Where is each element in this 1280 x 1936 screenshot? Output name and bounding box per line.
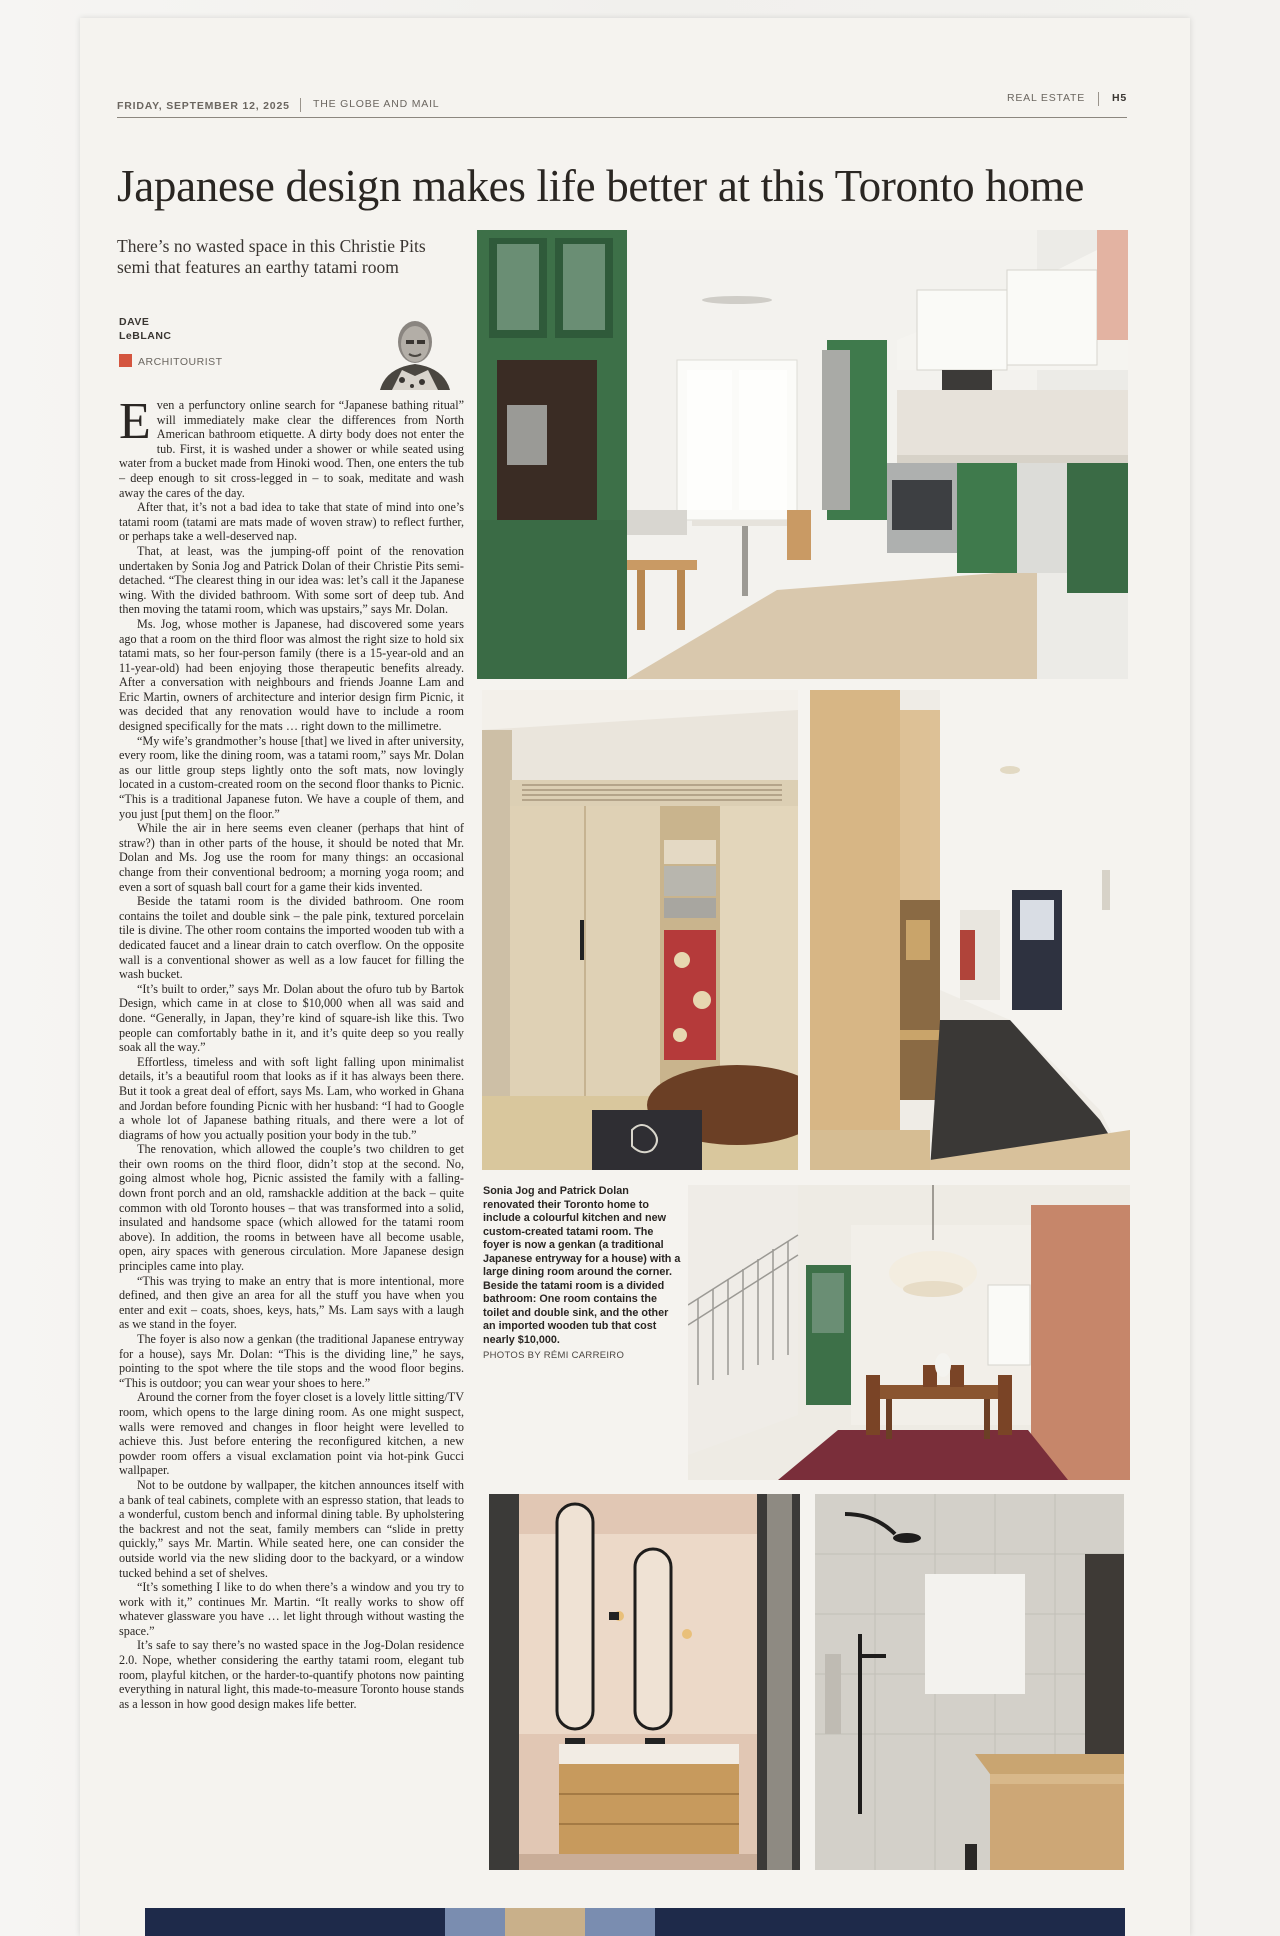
page-number: H5 <box>1111 92 1127 104</box>
section-name: REAL ESTATE <box>1006 92 1085 104</box>
article-paragraph: Not to be outdone by wallpaper, the kitchen announces itself with a bank of teal cabinets, complete with an espresso station, that leads to a wonderful, custom bench and informal dining table. By upholstering the backrest and not the seat, family members can “slide in pretty quickly,” says Mr. Martin. While seated here, one can consider the outside world via the new sliding door to the backyard, or a window tucked behind a set of shelves. <box>119 1477 464 1580</box>
header-divider <box>300 98 301 112</box>
article-paragraph: Effortless, timeless and with soft light falling upon minimalist details, it’s a beautiful room that looks as if it has always been there. But it took a great deal of effort, says Ms. Lam, who worked in Ghana and Jordan before founding Picnic with her husband: “I had to Google a whole lot of Japanese bathing rituals, and there were a lot of diagrams of how you actually position your body in the tub.” <box>119 1054 464 1142</box>
page-header <box>117 92 1127 116</box>
foyer-photo <box>810 690 1130 1170</box>
photo-caption <box>483 1185 681 1363</box>
article-paragraph: “It’s something I like to do when there’s a window and you try to work with it,” continues Mr. Martin. “It really works to show off whatever glassware you have … let light through without wasting the space.” <box>119 1580 464 1638</box>
author-portrait <box>372 310 458 390</box>
article-body <box>119 398 464 1876</box>
author-last-name: LeBLANC <box>119 330 172 342</box>
article-paragraph: After that, it’s not a bad idea to take that state of mind into one’s tatami room (tatami are mats made of woven straw) to reflect further, or perhaps take a well-deserved nap. <box>119 500 464 544</box>
photo-credit: PHOTOS BY RÉMI CARREIRO <box>483 1350 625 1361</box>
article-paragraph: Even a perfunctory online search for “Japanese bathing ritual” will immediately make clear the differences from North American bathroom etiquette. A dirty body does not enter the tub. First, it is washed under a shower or while seated using water from a bucket made from Hinoki wood. Then, one enters the tub – deep enough to sit cross-legged in – to soak, meditate and wash away the cares of the day. <box>119 398 464 500</box>
article-paragraph: “It’s built to order,” says Mr. Dolan about the ofuro tub by Bartok Design, which came in at close to $10,000 when all was said and done. “Generally, in Japan, they’re kind of square-ish like this. Two people can comfortably bathe in it, and it’s quite deep so you really soak all the way.” <box>119 981 464 1055</box>
column-name: ARCHITOURIST <box>138 356 223 368</box>
article-paragraph: “My wife’s grandmother’s house [that] we lived in after university, every room, like the dining room, was a tatami room,” says Mr. Dolan as our little group steps lightly onto the soft mats, now lovingly located in a custom-created room on the second floor thanks to Picnic. “This is a traditional Japanese futon. We have a couple of them, and you just [put them] on the floor.” <box>119 733 464 821</box>
article-paragraph: It’s safe to say there’s no wasted space in the Jog-Dolan residence 2.0. Nope, whether considering the earthy tatami room, elegant tub room, playful kitchen, or the harder-to-quantify photons now painting everything in natural light, this made-to-measure Toronto house stands as a lesson in how good design makes life better. <box>119 1638 464 1711</box>
tub-room-photo <box>815 1494 1124 1870</box>
article-paragraph: “This was trying to make an entry that is more intentional, more defined, and then give an area for all the stuff you have when you enter and exit – coats, shoes, keys, hats,” Ms. Lam says with a laugh as we stand in the foyer. <box>119 1273 464 1332</box>
dining-room-photo <box>688 1185 1130 1480</box>
column-marker-icon <box>119 354 132 367</box>
kitchen-photo <box>477 230 1128 679</box>
article-paragraph: That, at least, was the jumping-off point of the renovation undertaken by Sonia Jog and Patrick Dolan of their Christie Pits semi-detached. “The clearest thing in our idea was: let’s call it the Japanese wing. With the divided bathroom. With some sort of deep tub. And then moving the tatami room, which was upstairs,” says Mr. Dolan. <box>119 543 464 617</box>
issue-date: FRIDAY, SEPTEMBER 12, 2025 <box>117 100 290 112</box>
strip-window <box>505 1908 585 1936</box>
author-first-name: DAVE <box>119 316 150 328</box>
column-label <box>119 354 223 368</box>
header-divider <box>1098 92 1099 106</box>
article-paragraph: Ms. Jog, whose mother is Japanese, had discovered some years ago that a room on the third floor was almost the right size to hold six tatami mats, so her four-person family (there is a 15-year-old and an 11-year-old) had been enjoying those therapeutic benefits already. After a conversation with neighbours and friends Joanne Lam and Eric Martin, owners of architecture and interior design firm Picnic, it was decided that any renovation would have to include a room designed specifically for the mats … right down to the millimetre. <box>119 616 464 734</box>
tatami-room-photo <box>482 690 798 1170</box>
headline: Japanese design makes life better at this Toronto home <box>117 161 1085 211</box>
article-paragraph: The foyer is also now a genkan (the traditional Japanese entryway for a house), says Mr. Dolan: “This is the dividing line,” he says, pointing to the spot where the tile stops and the wood floor begins. “This is outdoor; you can wear your shoes to here.” <box>119 1332 464 1390</box>
byline <box>119 315 172 343</box>
article-paragraph: While the air in here seems even cleaner (perhaps that hint of straw?) than in other parts of the house, it should be noted that Mr. Dolan and Ms. Jog use the room for many things: an occasional change from their conventional bedroom; a morning yoga room; and even a sort of squash ball court for a game their kids invented. <box>119 821 464 894</box>
bathroom-sink-photo <box>489 1494 800 1870</box>
caption-text: Sonia Jog and Patrick Dolan renovated their Toronto home to include a colourful kitchen and new custom-created tatami room. The foyer is now a genkan (a traditional Japanese entryway for a house) with a large dining room around the corner. Beside the tatami room is a divided bathroom: One room contains the toilet and double sink, and the other an imported wooden tub that cost nearly $10,000. <box>483 1185 681 1346</box>
article-paragraph: The renovation, which allowed the couple’s two children to get their own rooms on the third floor, didn’t stop at the second. No, going almost whole hog, Picnic assisted the family with a falling-down front porch and an old, ramshackle addition at the back – quite common with old Toronto houses – that was transformed into a solid, insulated and handsome space (which allowed for the tatami room above). In addition, the rooms in between have all become usable, open, airy spaces with generous circulation. More Japanese design principles came into play. <box>119 1142 464 1274</box>
drop-cap: E <box>119 398 151 450</box>
header-rule <box>117 117 1127 118</box>
deck: There’s no wasted space in this Christie Pits semi that features an earthy tatami room <box>117 236 426 277</box>
article-paragraph: Around the corner from the foyer closet is a lovely little sitting/TV room, which opens to the large dining room. As one might suspect, walls were removed and changes in floor height were levelled to achieve this. Just before entering the reconfigured kitchen, a new powder room offers a visual exclamation point via hot-pink Gucci wallpaper. <box>119 1390 464 1478</box>
next-page-image-edge <box>145 1908 1125 1936</box>
article-paragraph: Beside the tatami room is the divided bathroom. One room contains the toilet and double sink – the pale pink, textured porcelain tile is divine. The other room contains the imported wooden tub with a dedicated faucet and a linear drain to catch overflow. On the opposite wall is a conventional shower as well as a low faucet for filling the wash bucket. <box>119 894 464 982</box>
newspaper-name: THE GLOBE AND MAIL <box>313 98 440 110</box>
